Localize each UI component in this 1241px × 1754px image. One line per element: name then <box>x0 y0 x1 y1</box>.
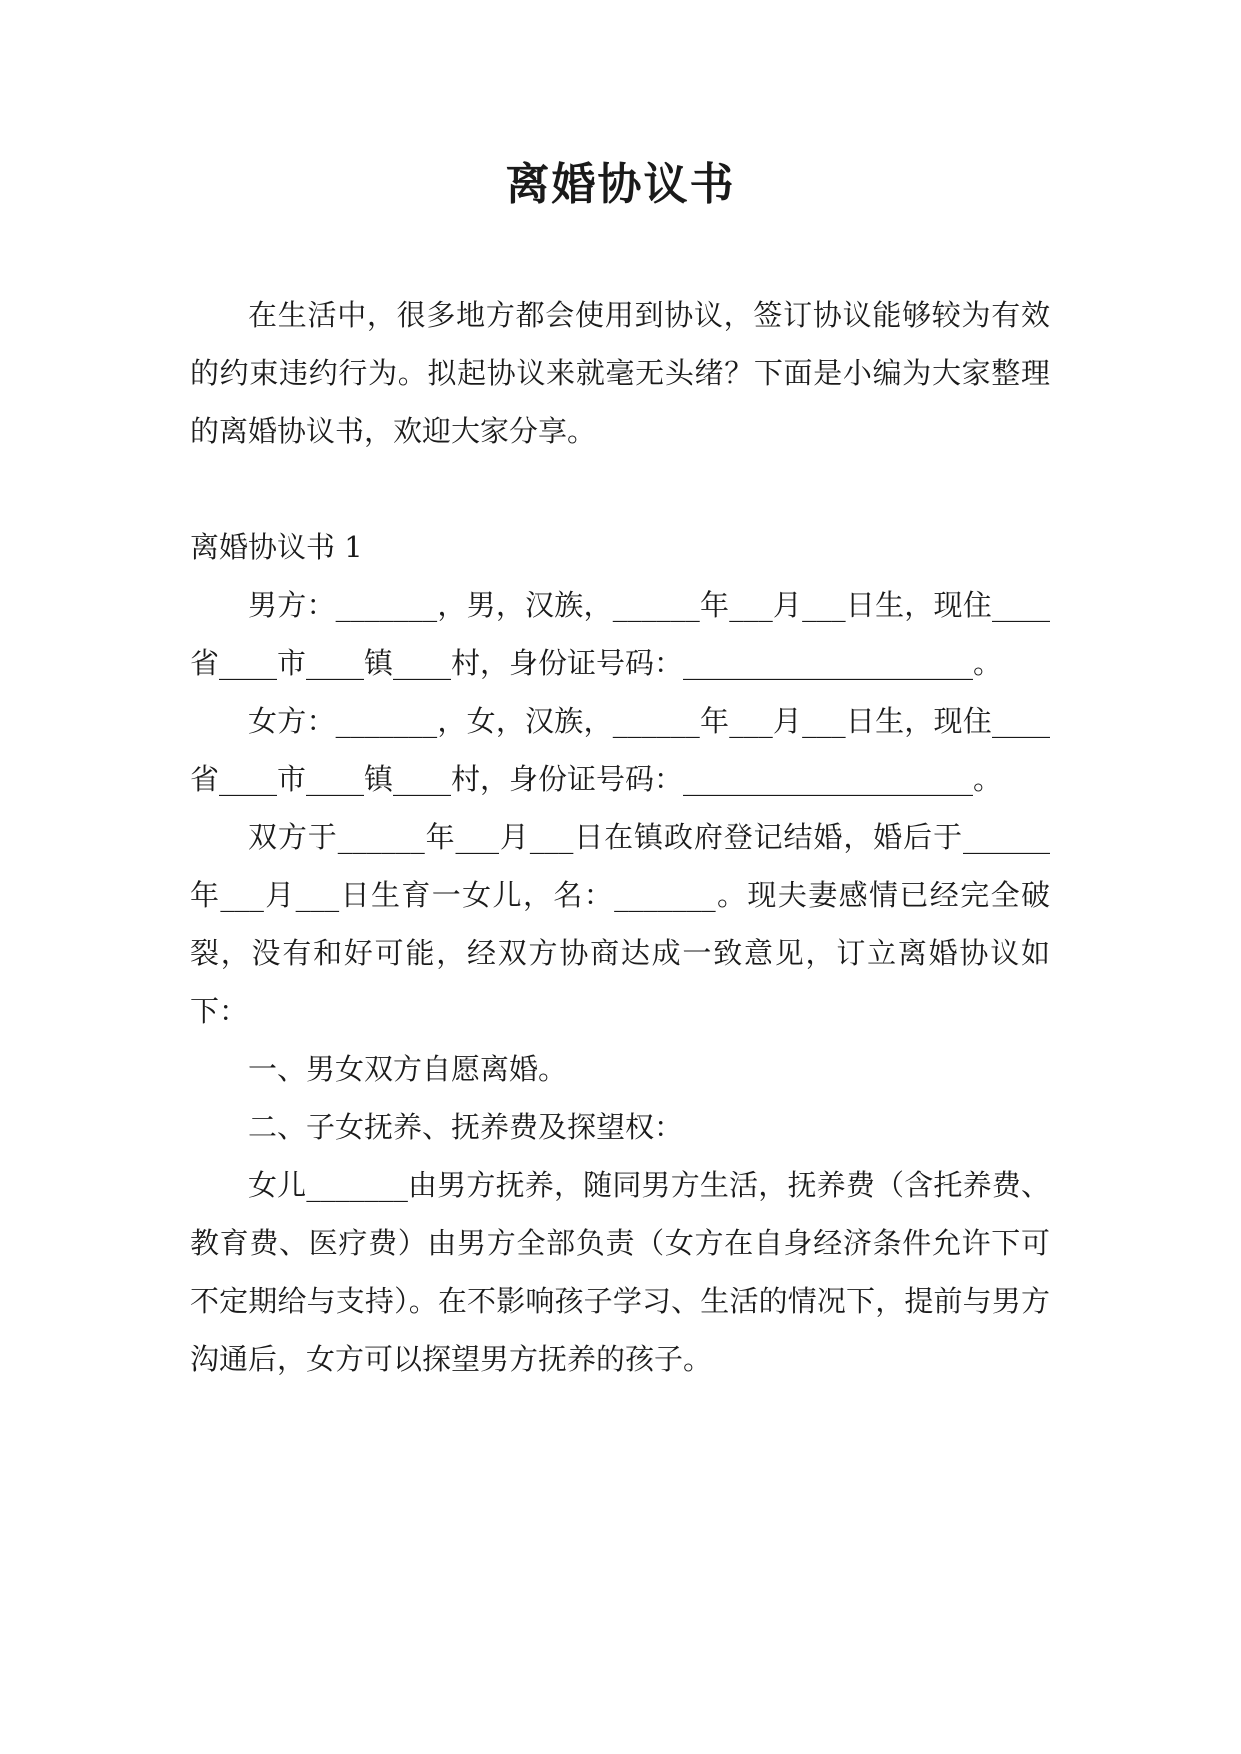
custody-paragraph: 女儿_______由男方抚养，随同男方生活，抚养费（含托养费、教育费、医疗费）由男方全部负责（女方在自身经济条件允许下可不定期给与支持）。在不影响孩子学习、生活的情况下，提前与男方沟通后，女方可以探望男方抚养的孩子。 <box>190 1168 1050 1376</box>
spacer <box>190 460 1050 518</box>
document-title: 离婚协议书 <box>505 159 736 210</box>
intro-paragraph: 在生活中，很多地方都会使用到协议，签订协议能够较为有效的约束违约行为。拟起协议来就毫无头绪？下面是小编为大家整理的离婚协议书，欢迎大家分享。 <box>190 298 1050 448</box>
document-body <box>190 286 1050 1388</box>
marriage-info-paragraph: 双方于______年___月___日在镇政府登记结婚，婚后于______年___月___日生育一女儿，名：_______。现夫妻感情已经完全破裂，没有和好可能，经双方协商达成一致意见，订立离婚协议如下： <box>190 820 1050 1028</box>
clause-two: 二、子女抚养、抚养费及探望权： <box>248 1110 684 1144</box>
clause-one: 一、男女双方自愿离婚。 <box>248 1052 568 1086</box>
section-heading: 离婚协议书 1 <box>190 530 363 564</box>
female-party-paragraph: 女方：_______，女，汉族，______年___月___日生，现住____省____市____镇____村，身份证号码：____________________。 <box>190 704 1050 796</box>
male-party-paragraph: 男方：_______，男，汉族，______年___月___日生，现住____省____市____镇____村，身份证号码：____________________。 <box>190 588 1050 680</box>
